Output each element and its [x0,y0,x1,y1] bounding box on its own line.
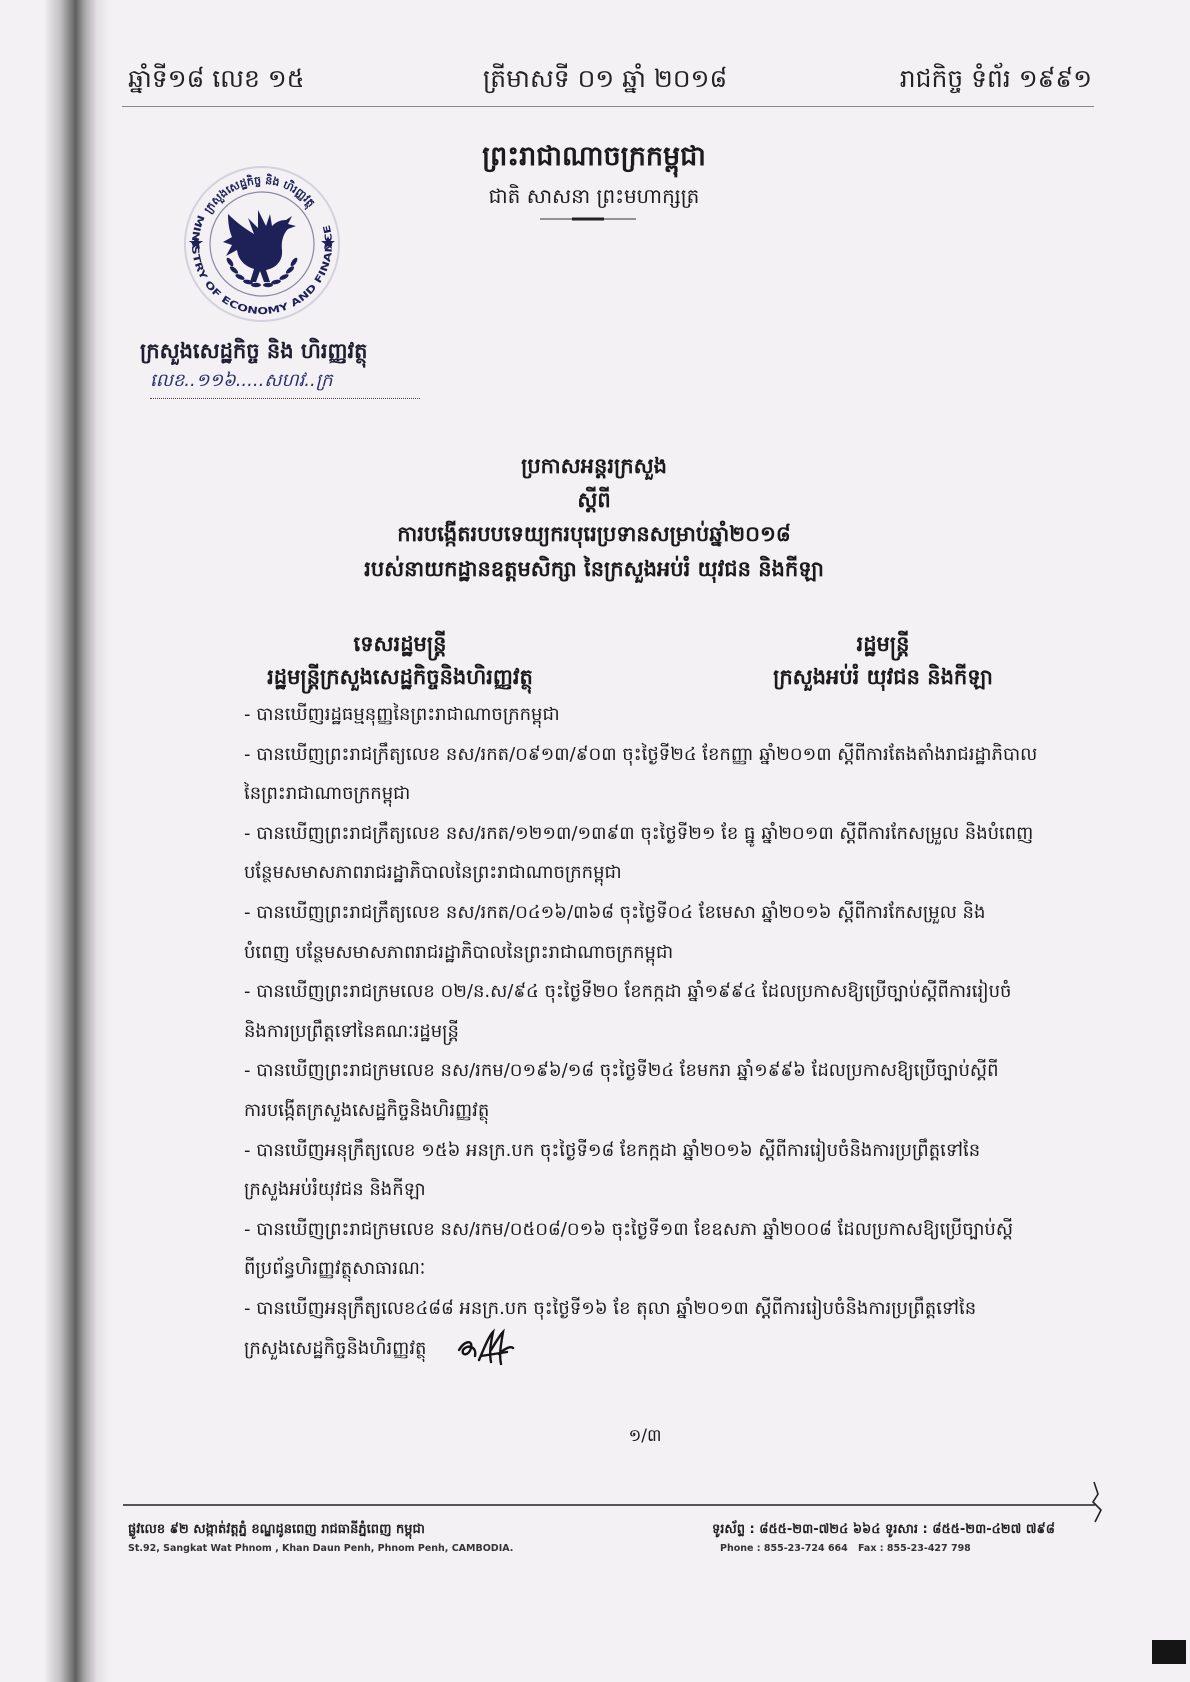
title-line-3: ការបង្កើតរបបទេយ្យករបុរេប្រទានសម្រាប់ឆ្នាំ២០១៨ [397,522,791,546]
reference-line: - បានឃើញព្រះរាជក្រមលេខ នស/រកម/០១៩៦/១៨ ចុះថ្ងៃទី២៤ ខែមករា ឆ្នាំ១៩៩៦ ដែលប្រកាសឱ្យប្រើច្បាប់ស្តីពី [244,1060,999,1082]
reference-line: ពីប្រព័ន្ធហិរញ្ញវត្ថុសាធារណៈ [244,1258,426,1280]
reference-item [244,1289,1059,1368]
reference-item [244,814,1059,893]
scan-shadow-strip [44,0,110,1682]
reference-line: - បានឃើញព្រះរាជក្រឹត្យលេខ នស/រកត/១២១៣/១៣៩៣ ចុះថ្ងៃទី២១ ខែ ធ្នូ ឆ្នាំ២០១៣ ស្តីពីការកែសម្រួល និងបំពេញ [244,822,1034,844]
reference-line: ក្រសួងអប់រំយុវជន និងកីឡា [244,1179,426,1201]
title-line-2: ស្តីពី [577,488,611,512]
kingdom-motto: ជាតិ សាសនា ព្រះមហាក្សត្រ [488,184,700,208]
seal-english-ring-text: MIN STRY OF ECONOMY AND FINANCE [188,213,336,318]
reference-item [244,735,1059,814]
reference-line: - បានឃើញព្រះរាជក្រឹត្យលេខ នស/រកត/០៤១៦/៣៦៨ ចុះថ្ងៃទី០៤ ខែមេសា ឆ្នាំ២០១៦ ស្តីពីការកែសម្រួល និង [244,901,986,923]
reference-item [244,1131,1059,1210]
reference-line: នៃព្រះរាជាណាចក្រកម្ពុជា [244,783,411,805]
ministry-name: ក្រសួងសេដ្ឋកិច្ច និង ហិរញ្ញវត្ថុ [140,339,368,363]
reference-item [244,1051,1059,1130]
reference-line: - បានឃើញអនុក្រឹត្យលេខ ១៥៦ អនក្រ.បក ចុះថ្ងៃទី១៨ ខែកក្កដា ឆ្នាំ២០១៦ ស្តីពីការរៀបចំនិងការប្រព្រឹត្តទៅនៃ [244,1139,981,1161]
title-line-4: របស់នាយកដ្ឋានឧត្តមសិក្សា នៃក្រសួងអប់រំ យុវជន និងកីឡា [364,557,824,581]
reference-line: - បានឃើញព្រះរាជក្រឹត្យលេខ នស/រកត/០៩១៣/៩០៣ ចុះថ្ងៃទី២៤ ខែកញ្ញា ឆ្នាំ២០១៣ ស្តីពីការតែងតាំងរាជរដ្ឋាភិបាល [244,743,1038,765]
seal-khmer-ring-text: ក្រសួងសេដ្ឋកិច្ច និង ហិរញ្ញវត្ថុ [201,173,318,216]
motto-ornament [540,214,636,224]
header-page: រាជកិច្ច ទំព័រ ១៩៩១ [899,64,1092,93]
reference-line: - បានឃើញព្រះរាជក្រមលេខ ០២/ន.ស/៩៤ ចុះថ្ងៃទី២០ ខែកក្កដា ឆ្នាំ១៩៩៤ ដែលប្រកាសឱ្យប្រើច្បាប់ស្តីពីការរៀបចំ [244,981,1012,1003]
page-number: ១/៣ [628,1426,662,1446]
footer-pen-mark [1088,1480,1106,1524]
ministry-seal [182,164,342,324]
reference-line: - បានឃើញព្រះរាជក្រមលេខ នស/រកម/០៥០៨/០១៦ ចុះថ្ងៃទី១៣ ខែឧសភា ឆ្នាំ២០០៨ ដែលប្រកាសឱ្យប្រើច្បាប់ស្តី [244,1218,1013,1240]
footer-phone-en: Phone : 855-23-724 664 [720,1543,848,1554]
reference-line: បំពេញ បន្ថែមសមាសភាពរាជរដ្ឋាភិបាលនៃព្រះរាជាណាចក្រកម្ពុជា [244,941,674,963]
footer-address-en: St.92, Sangkat Wat Phnom , Khan Daun Penh, Phnom Penh, CAMBODIA. [128,1543,514,1554]
left-signatory-title: រដ្ឋមន្ត្រីក្រសួងសេដ្ឋកិច្ចនិងហិរញ្ញវត្ថុ [267,665,533,689]
header-rule [122,106,1094,107]
header-quarter: ត្រីមាសទី ០១ ឆ្នាំ ២០១៨ [482,64,728,93]
reference-item [244,695,1059,735]
scan-registration-mark [1152,1640,1186,1664]
initials-signature [455,1326,517,1370]
reference-list [244,695,1059,1368]
footer-address-km: ផ្លូវលេខ ៩២ សង្កាត់វត្តភ្នំ ខណ្ឌដូនពេញ រាជធានីភ្នំពេញ កម្ពុជា [128,1522,425,1537]
reference-line: - បានឃើញអនុក្រឹត្យលេខ៤៨៨ អនក្រ.បក ចុះថ្ងៃទី១៦ ខែ តុលា ឆ្នាំ២០១៣ ស្តីពីការរៀបចំនិងការប្រព្រឹត្តទៅនៃ [244,1297,977,1319]
left-signatory-rank: ទេសរដ្ឋមន្ត្រី [353,632,447,656]
footer-rule [123,1504,1095,1506]
kingdom-name: ព្រះរាជាណាចក្រកម្ពុជា [482,141,706,172]
reference-number: លេខ..១១៦.....សហវ..ក្រ [150,366,420,399]
header-issue: ឆ្នាំទី១៨ លេខ ១៥ [128,64,305,93]
reference-item [244,972,1059,1051]
reference-line: និងការប្រព្រឹត្តទៅនៃគណៈរដ្ឋមន្ត្រី [244,1020,459,1042]
reference-line: ក្រសួងសេដ្ឋកិច្ចនិងហិរញ្ញវត្ថុ [244,1337,427,1359]
reference-line: ការបង្កើតក្រសួងសេដ្ឋកិច្ចនិងហិរញ្ញវត្ថុ [244,1099,490,1121]
footer-fax-en: Fax : 855-23-427 798 [858,1543,971,1554]
reference-line: - បានឃើញរដ្ឋធម្មនុញ្ញនៃព្រះរាជាណាចក្រកម្ពុជា [244,704,560,725]
right-signatory-title: ក្រសួងអប់រំ យុវជន និងកីឡា [773,665,993,689]
footer-contact-km: ទូរស័ព្ទ : ៨៥៥-២៣-៧២៤ ៦៦៤ ទូរសារ : ៨៥៥-២៣-៤២៧ ៧៩៨ [712,1522,1055,1537]
right-signatory-rank: រដ្ឋមន្ត្រី [856,632,910,656]
reference-item [244,893,1059,972]
reference-line: បន្ថែមសមាសភាពរាជរដ្ឋាភិបាលនៃព្រះរាជាណាចក្រកម្ពុជា [244,862,622,884]
reference-item [244,1210,1059,1289]
title-line-1: ប្រកាសអន្តរក្រសួង [521,454,667,478]
